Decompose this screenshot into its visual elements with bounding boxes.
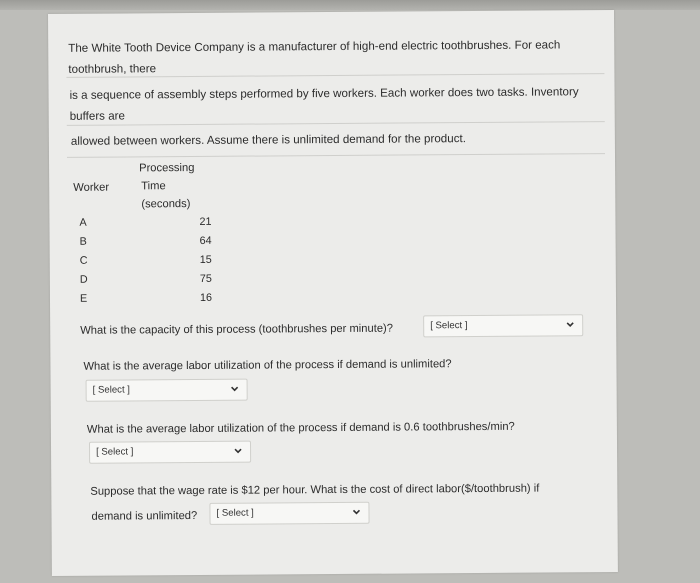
question-utilization-unlimited: What is the average labor utilization of the process if demand is unlimited? xyxy=(83,358,452,373)
select-placeholder: [ Select ] xyxy=(96,446,134,458)
problem-text-2: is a sequence of assembly steps performed by five workers. Each worker does two tasks. Inventory buffers are xyxy=(69,85,579,123)
chevron-down-icon xyxy=(234,447,242,455)
column-header-processing-time xyxy=(139,159,195,213)
worker-label: B xyxy=(79,235,87,248)
labor-cost-select[interactable] xyxy=(209,502,369,525)
chevron-down-icon xyxy=(352,508,360,516)
header-line-time: Time xyxy=(141,180,166,193)
time-value: 15 xyxy=(199,253,212,266)
capacity-select[interactable] xyxy=(423,314,583,337)
worker-label: C xyxy=(79,254,88,267)
worker-label: A xyxy=(79,216,87,229)
question-card xyxy=(48,10,618,576)
select-placeholder: [ Select ] xyxy=(430,320,468,332)
time-value: 21 xyxy=(199,215,212,228)
question-labor-cost-line1: Suppose that the wage rate is $12 per hour. What is the cost of direct labor($/toothbrush) if xyxy=(90,482,540,498)
screen-top-edge xyxy=(0,0,700,10)
question-labor-cost-line2: demand is unlimited? xyxy=(91,509,198,523)
time-value: 64 xyxy=(199,234,212,247)
select-placeholder: [ Select ] xyxy=(216,507,254,519)
problem-text-3: allowed between workers. Assume there is unlimited demand for the product. xyxy=(70,132,466,148)
question-capacity: What is the capacity of this process (toothbrushes per minute)? xyxy=(80,322,394,337)
header-line-processing: Processing xyxy=(139,161,195,175)
time-value: 16 xyxy=(199,291,213,304)
problem-text-1: The White Tooth Device Company is a manufacturer of high-end electric toothbrushes. For each toothbrush, there xyxy=(68,38,561,76)
worker-label: D xyxy=(79,273,88,286)
utilization-demand-select[interactable] xyxy=(89,441,251,464)
worker-label: E xyxy=(79,292,88,305)
time-value: 75 xyxy=(199,272,212,285)
column-header-worker: Worker xyxy=(73,181,110,194)
divider xyxy=(67,153,605,158)
chevron-down-icon xyxy=(231,385,239,393)
select-placeholder: [ Select ] xyxy=(92,384,130,396)
utilization-unlimited-select[interactable] xyxy=(86,379,248,402)
question-utilization-demand: What is the average labor utilization of the process if demand is 0.6 toothbrushes/min? xyxy=(86,420,515,436)
header-line-seconds: (seconds) xyxy=(141,198,191,211)
chevron-down-icon xyxy=(566,320,574,328)
